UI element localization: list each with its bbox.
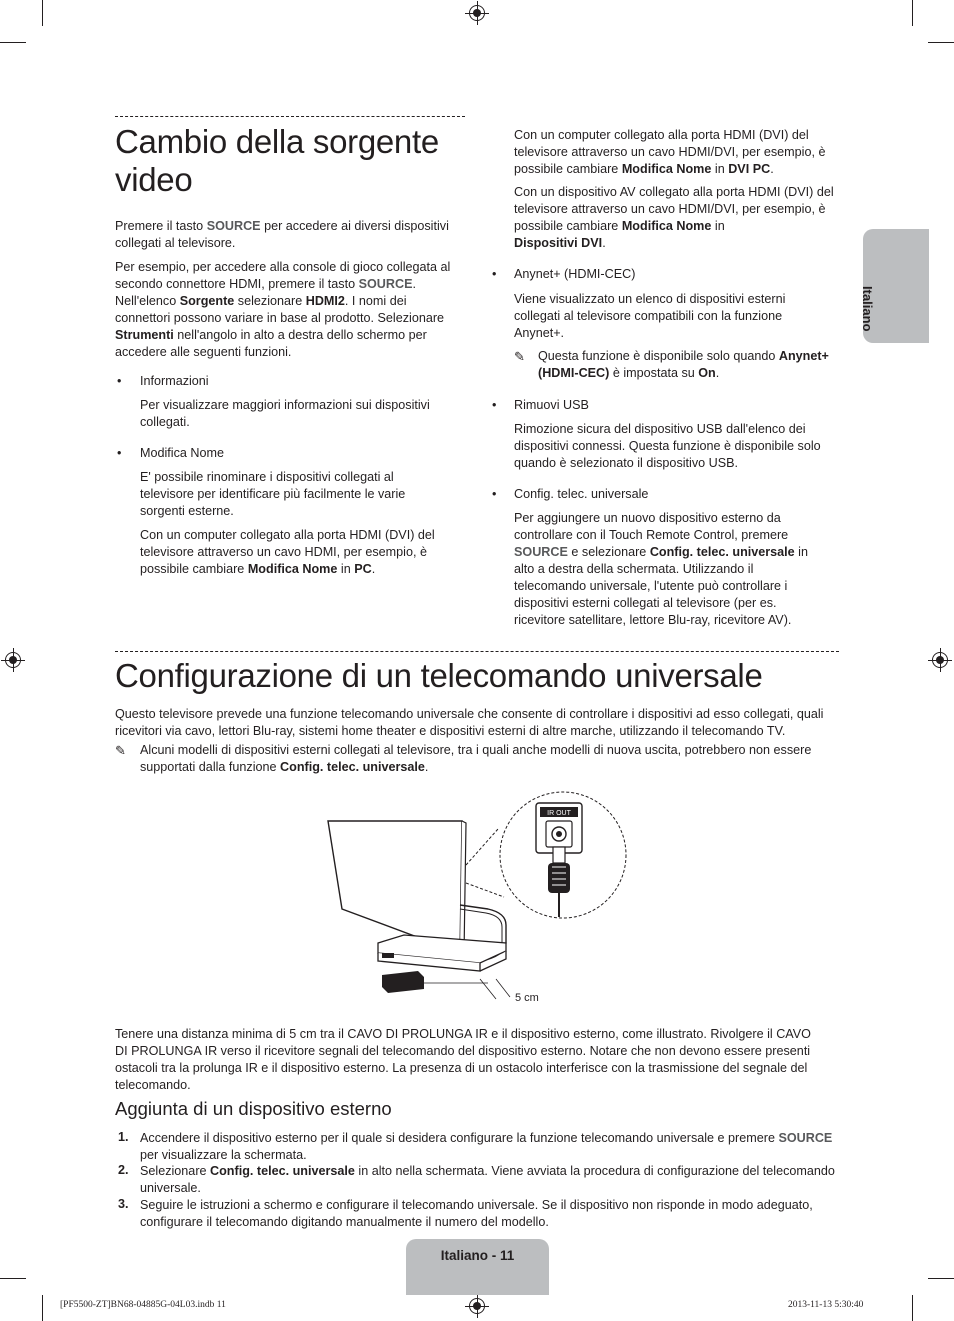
subsection-title: Aggiunta di un dispositivo esterno <box>115 1098 392 1119</box>
print-date: 2013-11-13 5:30:40 <box>788 1300 864 1310</box>
example-paragraph: Per esempio, per accedere alla console di gioco collegata al secondo connettore HDMI, premere il tasto SOURCE. Nell'elenco Sorgente selezionare HDMI2. I nomi dei connettori possono variare in base al prodotto. Selezionare Strumenti nell'angolo in alto a destra dello schermo per accedere alle seguenti funzioni. <box>115 260 451 359</box>
step-text: Seguire le istruzioni a schermo e configurare il telecomando universale. Se il dispositivo non risponde in modo adeguato, configurare il telecomando digitando manualmente il numero del modello. <box>140 1198 813 1229</box>
jack-plug-icon <box>553 847 565 863</box>
bullet: • <box>492 487 497 501</box>
page-number: Italiano - 11 <box>440 1248 515 1263</box>
bullet: • <box>492 398 497 412</box>
crop-mark <box>0 42 26 43</box>
section2-title: Configurazione di un telecomando universale <box>115 657 763 694</box>
page-number-tab <box>406 1239 549 1295</box>
crop-mark <box>912 1295 913 1321</box>
registration-mark-icon <box>469 5 485 21</box>
note-text: Alcuni modelli di dispositivi esterni collegati al televisore, tra i quali anche modelli di nuova uscita, potrebbero non essere supportati dalla funzione Config. telec. universale. <box>140 743 812 774</box>
bullet-title: Config. telec. universale <box>514 487 649 501</box>
bullet-title: Informazioni <box>140 374 209 388</box>
bullet-text: Con un computer collegato alla porta HDMI (DVI) del televisore attraverso un cavo HDMI, per esempio, è possibile cambiare Modifica Nome in PC. <box>140 528 435 576</box>
step-number: 2. <box>118 1163 129 1177</box>
title-line: video <box>115 161 193 198</box>
tv-icon <box>328 821 462 953</box>
ir-extender-illustration <box>320 785 640 1015</box>
bullet-title: Rimuovi USB <box>514 398 589 412</box>
section-divider <box>115 116 465 117</box>
bullet-text: Per visualizzare maggiori informazioni sui dispositivi collegati. <box>140 398 430 429</box>
title-line: Cambio della sorgente <box>115 123 439 160</box>
section-divider <box>115 651 839 652</box>
section2-intro: Questo televisore prevede una funzione telecomando universale che consente di controllare i dispositivi ad esso collegati, quali ricevitori via cavo, lettori Blu-ray, sistemi home theater e dispositivi esterni di altre marche, utilizzando il telecomando TV. <box>115 707 824 738</box>
registration-mark-icon <box>469 1298 485 1314</box>
col2-paragraph: Con un computer collegato alla porta HDMI (DVI) del televisore attraverso un cavo HDMI/DVI, per esempio, è possibile cambiare Modifica Nome in DVI PC. <box>514 128 826 176</box>
distance-paragraph: Tenere una distanza minima di 5 cm tra il CAVO DI PROLUNGA IR e il dispositivo esterno, come illustrato. Rivolgere il CAVO DI PROLUNGA IR verso il ricevitore segnali del telecomando del dispositivo esterno. Notare che non devono essere presenti ostacoli tra la prolunga IR e il dispositivo esterno. La presenza di un ostacolo interferisce con la trasmissione del segnale del telecomando. <box>115 1027 811 1092</box>
step-number: 1. <box>118 1130 129 1144</box>
note-pencil-icon: ✎ <box>514 349 525 364</box>
step-text: Selezionare Config. telec. universale in alto nella schermata. Viene avviata la procedura di configurazione del telecomando universale. <box>140 1164 835 1195</box>
crop-mark <box>42 0 43 26</box>
bullet-title: Anynet+ (HDMI-CEC) <box>514 267 636 281</box>
section1-title <box>115 123 465 199</box>
ir-out-label: IR OUT <box>547 810 571 817</box>
registration-mark-icon <box>932 652 948 668</box>
step-text: Accendere il dispositivo esterno per il quale si desidera configurare la funzione telecomando universale e premere SOURCE per visualizzare la schermata. <box>140 1131 833 1162</box>
note-text: Questa funzione è disponibile solo quando Anynet+ (HDMI-CEC) è impostata su On. <box>538 349 829 380</box>
registration-mark-icon <box>5 652 21 668</box>
ir-blaster-icon <box>382 971 424 993</box>
bullet: • <box>492 267 497 281</box>
bullet-text: Per aggiungere un nuovo dispositivo esterno da controllare con il Touch Remote Control, premere SOURCE e selezionare Config. telec. universale in alto a destra della schermata. Utilizzando il telecomando universale, l'utente può controllare i dispositivi esterni collegati al televisore (per es. ricevitore satellitare, lettore Blu-ray, ricevitore AV). <box>514 511 808 627</box>
crop-mark <box>42 1295 43 1321</box>
step-number: 3. <box>118 1197 129 1211</box>
crop-mark <box>0 1278 26 1279</box>
crop-mark <box>912 0 913 26</box>
intro-paragraph: Premere il tasto SOURCE per accedere ai diversi dispositivi collegati al televisore. <box>115 219 449 250</box>
bullet: • <box>117 446 122 460</box>
crop-mark <box>928 42 954 43</box>
bullet-text: E' possibile rinominare i dispositivi collegati al televisore per identificare più facilmente le varie sorgenti esterne. <box>140 470 406 518</box>
bullet-text: Rimozione sicura del dispositivo USB dall'elenco dei dispositivi connessi. Questa funzione è disponibile solo quando è selezionato il dispositivo USB. <box>514 422 821 470</box>
language-tab-label: Italiano <box>860 286 875 332</box>
source-key: SOURCE <box>206 219 261 233</box>
bullet-title: Modifica Nome <box>140 446 224 460</box>
note-pencil-icon: ✎ <box>115 743 126 758</box>
col2-paragraph: Con un dispositivo AV collegato alla porta HDMI (DVI) del televisore attraverso un cavo HDMI/DVI, per esempio, è possibile cambiare Modifica Nome in Dispositivi DVI. <box>514 185 834 250</box>
distance-label: 5 cm <box>515 992 539 1004</box>
bullet-text: Viene visualizzato un elenco di dispositivi esterni collegati al televisore compatibili con la funzione Anynet+. <box>514 292 786 340</box>
language-tab <box>860 229 929 343</box>
bullet: • <box>117 374 122 388</box>
file-info: [PF5500-ZT]BN68-04885G-04L03.indb 11 <box>60 1300 226 1310</box>
crop-mark <box>928 1278 954 1279</box>
